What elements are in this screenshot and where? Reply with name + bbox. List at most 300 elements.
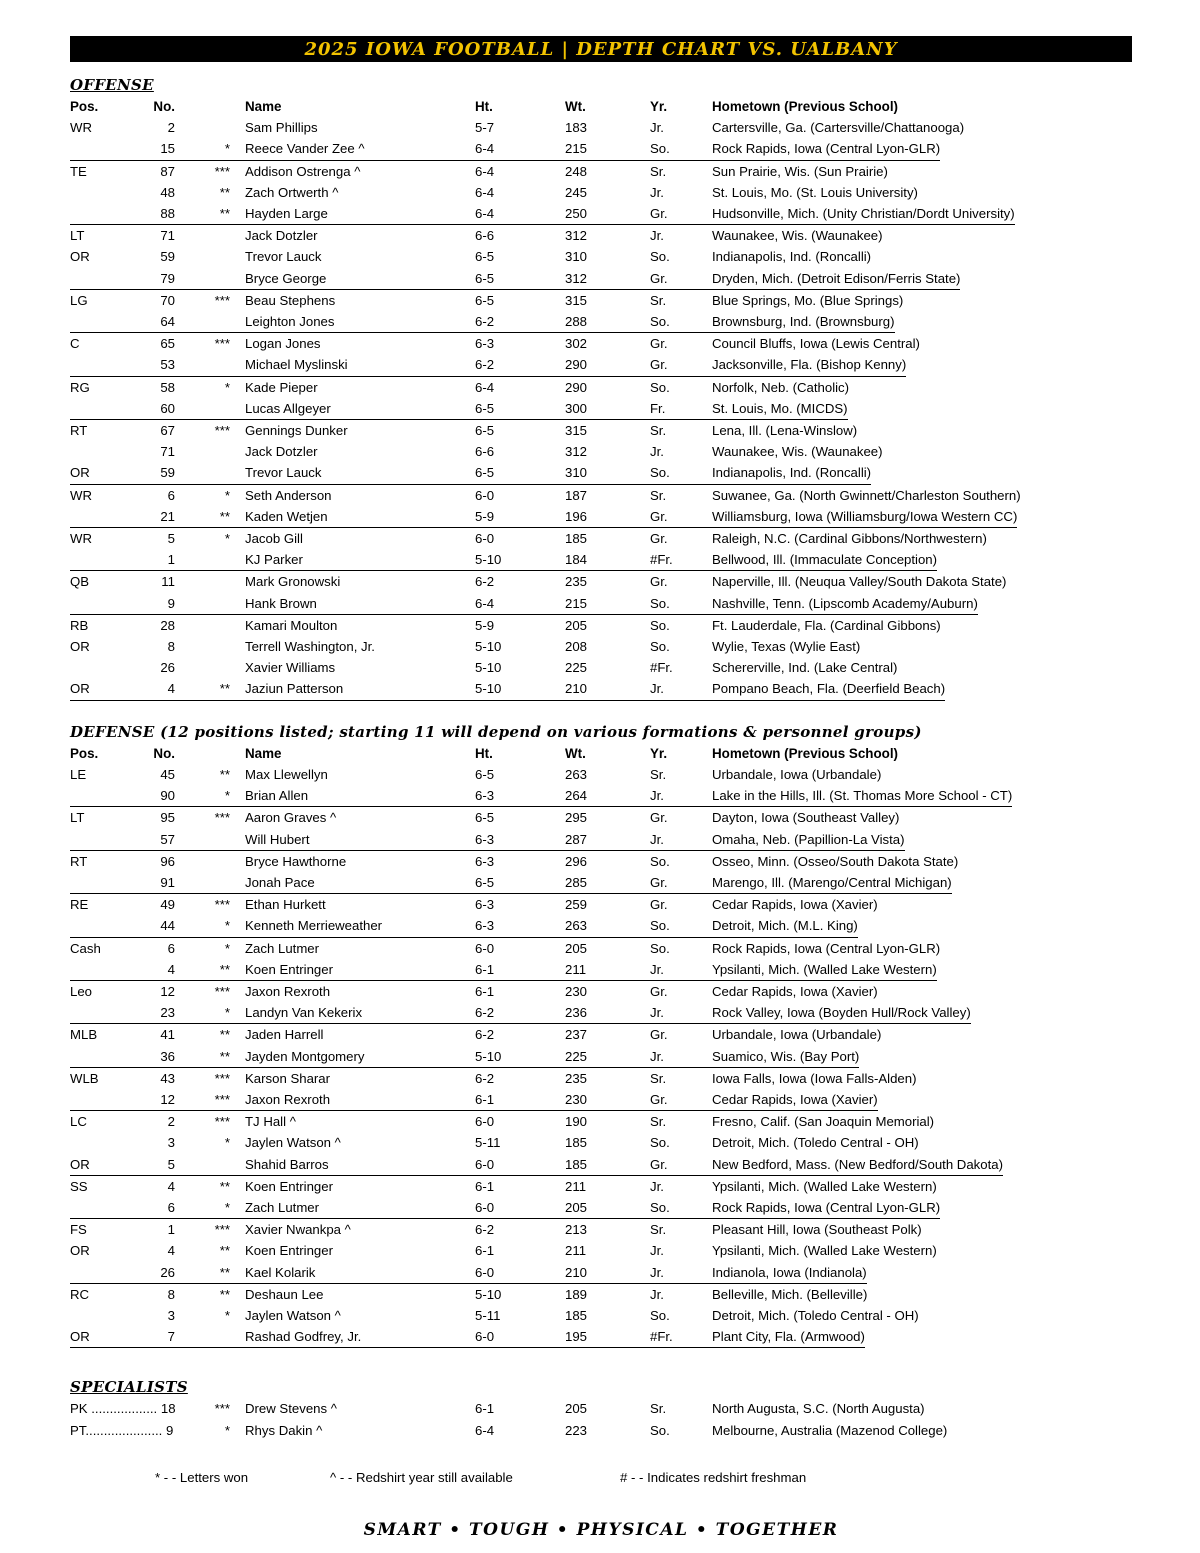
cell-hometown: Council Bluffs, Iowa (Lewis Central) (712, 336, 920, 352)
cell-wt: 296 (565, 853, 588, 869)
cell-name: Logan Jones (245, 336, 321, 352)
cell-pos (70, 1132, 130, 1153)
cell-no: 65 (160, 336, 175, 352)
cell-no: 8 (167, 1286, 175, 1302)
cell-hometown: Dryden, Mich. (Detroit Edison/Ferris State) (712, 270, 961, 286)
cell-no: 53 (160, 357, 175, 373)
cell-name: Kenneth Merrieweather (245, 918, 383, 934)
cell-pos (70, 1262, 130, 1283)
cell-hometown: Rock Valley, Iowa (Boyden Hull/Rock Valley) (712, 1005, 971, 1021)
cell-hometown: Melbourne, Australia (Mazenod College) (712, 1422, 948, 1438)
cell-hometown: Hudsonville, Mich. (Unity Christian/Dordt University) (712, 206, 1015, 222)
cell-wt: 205 (565, 1401, 588, 1417)
cell-pos: LT (70, 228, 85, 244)
cell-yr: So. (650, 1135, 670, 1151)
cell-name: Rashad Godfrey, Jr. (245, 1329, 362, 1345)
cell-hometown: Indianapolis, Ind. (Roncalli) (712, 465, 872, 481)
cell-ht: 6-0 (475, 1329, 495, 1345)
cell-letters: * (224, 788, 230, 804)
cell-no: 87 (160, 163, 175, 179)
player-row (70, 938, 940, 959)
cell-hometown: Detroit, Mich. (Toledo Central - OH) (712, 1307, 919, 1323)
cell-ht: 6-5 (475, 400, 495, 416)
player-row (70, 872, 952, 894)
cell-name: Jaylen Watson ^ (245, 1135, 341, 1151)
cell-no: 45 (160, 766, 175, 782)
cell-letters (175, 398, 235, 419)
cell-pos (70, 441, 130, 462)
cell-no: 43 (160, 1070, 175, 1086)
cell-wt: 259 (565, 897, 588, 913)
cell-hometown: Suamico, Wis. (Bay Port) (712, 1048, 860, 1064)
cell-pos (70, 593, 130, 614)
cell-pos: OR (70, 1329, 90, 1345)
cell-hometown: Waunakee, Wis. (Waunakee) (712, 444, 883, 460)
player-row (70, 528, 987, 549)
cell-ht: 6-2 (475, 1070, 495, 1086)
cell-pos (70, 138, 130, 159)
cell-ht: 6-5 (475, 270, 495, 286)
cell-wt: 185 (565, 1307, 588, 1323)
cell-yr: Gr. (650, 983, 668, 999)
cell-hometown: North Augusta, S.C. (North Augusta) (712, 1401, 925, 1417)
cell-pos (70, 785, 130, 806)
sections-root (70, 74, 1132, 1441)
cell-no: 88 (160, 206, 175, 222)
cell-no: 91 (160, 874, 175, 890)
cell-no: 44 (160, 918, 175, 934)
cell-pos: Cash (70, 940, 101, 956)
cell-yr: Jr. (650, 228, 664, 244)
cell-wt: 205 (565, 617, 588, 633)
cell-hometown: Nashville, Tenn. (Lipscomb Academy/Auburn) (712, 595, 978, 611)
cell-yr: Gr. (650, 897, 668, 913)
cell-hometown: Brownsburg, Ind. (Brownsburg) (712, 314, 895, 330)
cell-no: 67 (160, 423, 175, 439)
cell-name: Karson Sharar (245, 1070, 331, 1086)
cell-yr: Sr. (650, 163, 667, 179)
cell-letters: ** (219, 1048, 230, 1064)
cell-letters: ** (219, 1264, 230, 1280)
cell-no: 6 (167, 487, 175, 503)
player-row (70, 894, 878, 915)
cell-wt: 225 (565, 660, 588, 676)
cell-ht: 6-2 (475, 1005, 495, 1021)
legend (70, 1467, 1132, 1488)
cell-wt: 312 (565, 444, 588, 460)
cell-letters (175, 1326, 235, 1347)
player-row (70, 981, 878, 1002)
section-heading-offense: OFFENSE (70, 76, 154, 94)
column-header-ht: Ht. (475, 745, 493, 761)
cell-letters (175, 1154, 235, 1175)
cell-ht: 6-4 (475, 379, 495, 395)
cell-wt: 248 (565, 163, 588, 179)
cell-yr: So. (650, 639, 670, 655)
cell-pos: MLB (70, 1027, 98, 1043)
cell-letters (175, 225, 235, 246)
cell-ht: 5-9 (475, 617, 495, 633)
cell-letters: ** (219, 184, 230, 200)
cell-name: Drew Stevens ^ (245, 1401, 337, 1417)
cell-hometown: Ypsilanti, Mich. (Walled Lake Western) (712, 1243, 937, 1259)
cell-ht: 6-0 (475, 1264, 495, 1280)
cell-letters (175, 636, 235, 657)
cell-wt: 285 (565, 874, 588, 890)
cell-yr: Jr. (650, 444, 664, 460)
cell-wt: 237 (565, 1027, 588, 1043)
cell-pos (70, 182, 130, 203)
cell-ht: 6-6 (475, 444, 495, 460)
cell-name: Trevor Lauck (245, 465, 322, 481)
cell-letters: *** (214, 292, 230, 308)
cell-hometown: Pompano Beach, Fla. (Deerfield Beach) (712, 681, 946, 697)
cell-ht: 5-10 (475, 552, 502, 568)
cell-hometown: Omaha, Neb. (Papillion-La Vista) (712, 831, 905, 847)
cell-no: 96 (160, 853, 175, 869)
cell-ht: 5-11 (475, 1135, 501, 1151)
cell-wt: 215 (565, 141, 588, 157)
cell-ht: 6-3 (475, 788, 495, 804)
cell-letters (175, 311, 235, 332)
cell-letters: * (224, 1422, 230, 1438)
cell-pos: LE (70, 766, 87, 782)
cell-letters (175, 462, 235, 483)
cell-name: Zach Ortwerth ^ (245, 184, 339, 200)
cell-ht: 5-10 (475, 1048, 502, 1064)
cell-name: Xavier Nwankpa ^ (245, 1222, 351, 1238)
cell-letters: * (224, 487, 230, 503)
player-row (70, 268, 960, 290)
cell-no: 5 (167, 1156, 175, 1172)
player-row (70, 851, 958, 872)
cell-name: Rhys Dakin ^ (245, 1422, 323, 1438)
cell-pos (70, 311, 130, 332)
player-row (70, 1046, 859, 1068)
cell-wt: 187 (565, 487, 588, 503)
cell-pos (70, 657, 130, 678)
cell-no: 59 (160, 465, 175, 481)
cell-hometown: Lake in the Hills, Ill. (St. Thomas More School - CT) (712, 788, 1013, 804)
cell-pos (70, 1046, 130, 1067)
cell-name: Jacob Gill (245, 531, 303, 547)
cell-yr: Jr. (650, 1264, 664, 1280)
column-header-wt: Wt. (565, 745, 586, 761)
section-defense (70, 721, 1132, 1349)
cell-hometown: Dayton, Iowa (Southeast Valley) (712, 810, 900, 826)
cell-no: 36 (160, 1048, 175, 1064)
cell-hometown: Ft. Lauderdale, Fla. (Cardinal Gibbons) (712, 617, 941, 633)
cell-yr: Gr. (650, 1091, 668, 1107)
cell-letters: *** (214, 1070, 230, 1086)
cell-yr: Gr. (650, 1027, 668, 1043)
cell-pos: OR (70, 465, 90, 481)
cell-wt: 208 (565, 639, 588, 655)
column-header-yr: Yr. (650, 745, 668, 761)
player-row (70, 1089, 878, 1111)
column-header-row (70, 743, 898, 764)
cell-name: Trevor Lauck (245, 249, 322, 265)
cell-letters: ** (219, 206, 230, 222)
cell-letters: *** (214, 336, 230, 352)
cell-name: Lucas Allgeyer (245, 400, 331, 416)
player-row (70, 398, 848, 420)
player-row (70, 225, 883, 246)
cell-no: 7 (167, 1329, 175, 1345)
cell-letters: ** (219, 1243, 230, 1259)
cell-letters: *** (214, 897, 230, 913)
player-row (70, 1002, 971, 1024)
cell-name: Mark Gronowski (245, 574, 341, 590)
player-row (70, 117, 964, 138)
cell-wt: 184 (565, 552, 588, 568)
cell-name: Jaxon Rexroth (245, 983, 331, 999)
cell-letters: * (224, 1199, 230, 1215)
cell-yr: So. (650, 141, 670, 157)
cell-wt: 211 (565, 1178, 587, 1194)
cell-pos (70, 959, 130, 980)
player-row (70, 678, 945, 700)
cell-letters (175, 117, 235, 138)
player-row (70, 959, 937, 981)
player-row (70, 290, 903, 311)
cell-pos: OR (70, 249, 90, 265)
cell-hometown: Waunakee, Wis. (Waunakee) (712, 228, 883, 244)
player-row (70, 1132, 919, 1153)
cell-pos: LC (70, 1114, 87, 1130)
cell-pos (70, 915, 130, 936)
cell-name: Ethan Hurkett (245, 897, 326, 913)
cell-yr: Gr. (650, 1156, 668, 1172)
cell-pos: WR (70, 120, 92, 136)
cell-yr: #Fr. (650, 1329, 673, 1345)
cell-yr: So. (650, 249, 670, 265)
cell-yr: So. (650, 617, 670, 633)
cell-hometown: Cedar Rapids, Iowa (Xavier) (712, 983, 878, 999)
cell-pos: OR (70, 681, 90, 697)
cell-no: 8 (167, 639, 175, 655)
cell-name: Max Llewellyn (245, 766, 328, 782)
cell-ht: 6-3 (475, 336, 495, 352)
cell-yr: Jr. (650, 1243, 664, 1259)
cell-pos: RT (70, 423, 88, 439)
cell-no: 3 (167, 1307, 175, 1323)
cell-ht: 6-3 (475, 918, 495, 934)
cell-name: Koen Entringer (245, 1243, 333, 1259)
cell-ht: 6-6 (475, 228, 495, 244)
player-row (70, 807, 899, 828)
cell-letters: * (224, 141, 230, 157)
cell-pos (70, 829, 130, 850)
cell-hometown: Indianola, Iowa (Indianola) (712, 1264, 867, 1280)
cell-letters: * (224, 1005, 230, 1021)
cell-hometown: Cedar Rapids, Iowa (Xavier) (712, 897, 878, 913)
cell-hometown: Bellwood, Ill. (Immaculate Conception) (712, 552, 938, 568)
column-header-spacer (175, 743, 235, 764)
player-row (70, 1284, 867, 1305)
cell-yr: So. (650, 918, 670, 934)
cell-yr: So. (650, 940, 670, 956)
cell-wt: 250 (565, 206, 588, 222)
cell-ht: 6-5 (475, 292, 495, 308)
cell-ht: 6-3 (475, 897, 495, 913)
cell-name: Hank Brown (245, 595, 317, 611)
cell-no: 9 (167, 595, 175, 611)
cell-pos: RB (70, 617, 89, 633)
cell-wt: 315 (565, 292, 588, 308)
cell-no: 15 (160, 141, 175, 157)
cell-wt: 185 (565, 1135, 588, 1151)
cell-hometown: Wylie, Texas (Wylie East) (712, 639, 861, 655)
cell-pos: LG (70, 292, 88, 308)
cell-hometown: Cartersville, Ga. (Cartersville/Chattanooga) (712, 120, 965, 136)
cell-no: 71 (160, 444, 175, 460)
cell-pos: WLB (70, 1070, 99, 1086)
cell-no: 26 (160, 660, 175, 676)
cell-wt: 223 (565, 1422, 588, 1438)
cell-name: Kade Pieper (245, 379, 318, 395)
cell-ht: 6-0 (475, 487, 495, 503)
column-header-hometown: Hometown (Previous School) (712, 99, 898, 114)
cell-no: 41 (160, 1027, 175, 1043)
cell-pos: RG (70, 379, 90, 395)
cell-yr: Gr. (650, 206, 668, 222)
cell-hometown: Detroit, Mich. (M.L. King) (712, 918, 858, 934)
cell-ht: 6-3 (475, 831, 495, 847)
column-header-row (70, 96, 898, 117)
cell-no: 2 (167, 1114, 175, 1130)
cell-ht: 6-1 (475, 1243, 495, 1259)
cell-name: Reece Vander Zee ^ (245, 141, 365, 157)
cell-name: Bryce Hawthorne (245, 853, 347, 869)
cell-name: Jaxon Rexroth (245, 1091, 331, 1107)
cell-wt: 290 (565, 379, 588, 395)
cell-hometown: Detroit, Mich. (Toledo Central - OH) (712, 1135, 919, 1151)
player-row (70, 333, 920, 354)
cell-yr: Gr. (650, 531, 668, 547)
cell-hometown: Belleville, Mich. (Belleville) (712, 1286, 868, 1302)
legend-letters-won: * - - Letters won (155, 1469, 249, 1485)
player-row (70, 657, 897, 678)
cell-ht: 6-0 (475, 940, 495, 956)
cell-hometown: Plant City, Fla. (Armwood) (712, 1329, 865, 1345)
cell-no: 6 (167, 940, 175, 956)
cell-yr: Fr. (650, 400, 666, 416)
cell-hometown: Rock Rapids, Iowa (Central Lyon-GLR) (712, 1199, 941, 1215)
cell-ht: 5-11 (475, 1307, 501, 1323)
cell-ht: 6-4 (475, 163, 495, 179)
cell-wt: 310 (565, 249, 588, 265)
cell-yr: Gr. (650, 336, 668, 352)
cell-letters (175, 615, 235, 636)
cell-name: KJ Parker (245, 552, 303, 568)
title-bar (70, 36, 1132, 62)
player-row (70, 593, 978, 615)
cell-wt: 263 (565, 766, 588, 782)
player-row (70, 1262, 867, 1284)
cell-hometown: Cedar Rapids, Iowa (Xavier) (712, 1091, 878, 1107)
cell-letters (175, 657, 235, 678)
cell-name: Deshaun Lee (245, 1286, 324, 1302)
column-header-ht: Ht. (475, 99, 493, 114)
player-row (70, 462, 871, 484)
cell-pos (70, 506, 130, 527)
cell-yr: Gr. (650, 874, 668, 890)
column-header-pos: Pos. (70, 99, 99, 114)
player-row (70, 138, 940, 160)
cell-wt: 245 (565, 184, 588, 200)
cell-wt: 210 (565, 681, 588, 697)
cell-name: Kael Kolarik (245, 1264, 316, 1280)
player-row (70, 485, 1021, 506)
cell-ht: 6-5 (475, 465, 495, 481)
column-header-name: Name (245, 99, 282, 114)
cell-letters: *** (214, 163, 230, 179)
cell-letters: *** (214, 1114, 230, 1130)
cell-ht: 5-7 (475, 120, 495, 136)
cell-no: 21 (160, 508, 175, 524)
cell-name: Koen Entringer (245, 1178, 333, 1194)
player-row (70, 636, 860, 657)
cell-wt: 185 (565, 531, 588, 547)
player-row (70, 377, 849, 398)
cell-pos: TE (70, 163, 87, 179)
cell-wt: 290 (565, 357, 588, 373)
cell-ht: 6-0 (475, 531, 495, 547)
cell-hometown: Rock Rapids, Iowa (Central Lyon-GLR) (712, 940, 941, 956)
cell-no: 60 (160, 400, 175, 416)
cell-yr: #Fr. (650, 660, 673, 676)
cell-name: Sam Phillips (245, 120, 318, 136)
player-row (70, 915, 858, 937)
player-row (70, 1240, 937, 1261)
cell-ht: 6-1 (475, 1401, 495, 1417)
cell-name: Seth Anderson (245, 487, 332, 503)
player-row (70, 203, 1015, 225)
column-header-yr: Yr. (650, 99, 668, 114)
cell-ht: 6-1 (475, 1178, 495, 1194)
cell-no: 64 (160, 314, 175, 330)
cell-pos: SS (70, 1178, 88, 1194)
cell-wt: 310 (565, 465, 588, 481)
cell-pos: RC (70, 1286, 90, 1302)
cell-letters (175, 829, 235, 850)
cell-name: TJ Hall ^ (245, 1114, 296, 1130)
cell-yr: #Fr. (650, 552, 673, 568)
cell-letters: * (224, 918, 230, 934)
cell-pos (70, 872, 130, 893)
cell-yr: Sr. (650, 423, 667, 439)
cell-letters: ** (219, 508, 230, 524)
cell-ht: 6-4 (475, 206, 495, 222)
cell-hometown: Indianapolis, Ind. (Roncalli) (712, 249, 872, 265)
cell-letters (175, 872, 235, 893)
cell-yr: Jr. (650, 831, 664, 847)
player-row (70, 549, 937, 571)
cell-pos (70, 398, 130, 419)
cell-letters (175, 354, 235, 375)
cell-name: Jaden Harrell (245, 1027, 324, 1043)
cell-wt: 190 (565, 1114, 588, 1130)
cell-hometown: Jacksonville, Fla. (Bishop Kenny) (712, 357, 907, 373)
cell-ht: 6-2 (475, 1027, 495, 1043)
cell-hometown: Norfolk, Neb. (Catholic) (712, 379, 850, 395)
cell-letters: * (224, 1307, 230, 1323)
cell-no: 48 (160, 184, 175, 200)
cell-no: 4 (167, 1178, 175, 1194)
cell-yr: Sr. (650, 1222, 667, 1238)
cell-letters (175, 593, 235, 614)
